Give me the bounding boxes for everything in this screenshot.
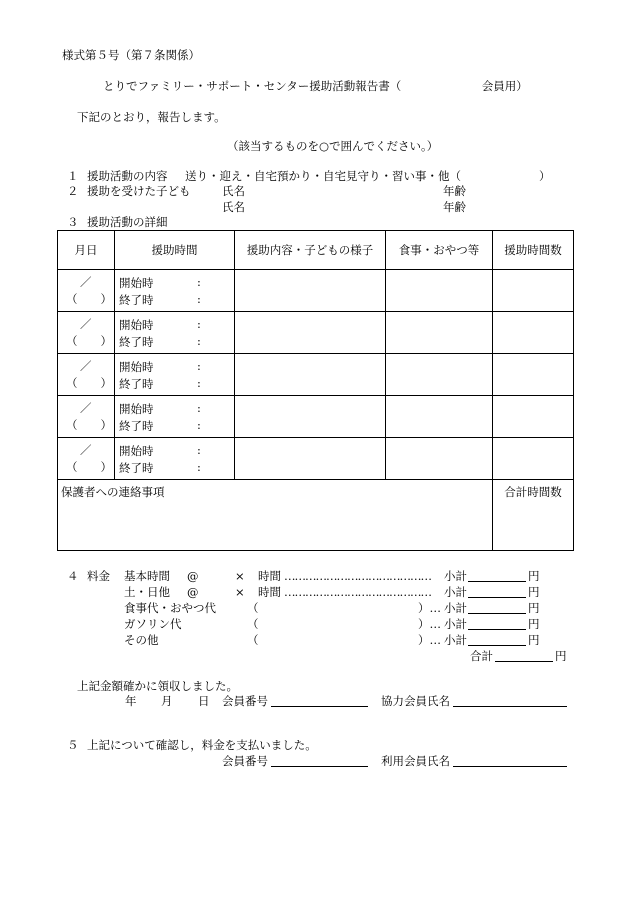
date-cell[interactable] bbox=[58, 270, 115, 312]
hours-cell[interactable] bbox=[493, 312, 574, 354]
start-time-colon: : bbox=[197, 317, 201, 331]
child2-age-label: 年齢 bbox=[443, 200, 466, 214]
start-time-label: 開始時 bbox=[119, 402, 154, 416]
date-slash: ／ bbox=[80, 359, 92, 373]
fee-other-paren-close: ）… bbox=[418, 633, 441, 647]
date-cell[interactable] bbox=[58, 312, 115, 354]
date-cell[interactable] bbox=[58, 438, 115, 480]
coop-member-name-label: 協力会員氏名 bbox=[381, 694, 450, 708]
meal-cell[interactable] bbox=[386, 438, 493, 480]
item1-label: 援助活動の内容 bbox=[87, 169, 168, 183]
meal-cell[interactable] bbox=[386, 312, 493, 354]
coop-member-name-input[interactable] bbox=[453, 694, 567, 707]
weekday-paren: （ ） bbox=[66, 418, 112, 432]
hours-cell[interactable] bbox=[493, 270, 574, 312]
fee-meal-subtotal-input[interactable] bbox=[468, 601, 526, 614]
receipt-member-no-label: 会員番号 bbox=[222, 694, 268, 708]
fee-gasoline-subtotal-label: 小計 bbox=[444, 617, 467, 631]
fee-meal-label: 食事代・おやつ代 bbox=[124, 601, 216, 615]
activity-detail-table bbox=[57, 230, 574, 551]
end-time-label: 終了時 bbox=[119, 293, 154, 307]
fee-basic-subtotal-input[interactable] bbox=[468, 569, 526, 582]
child1-age-label: 年齢 bbox=[443, 184, 466, 198]
header-meal: 食事・おやつ等 bbox=[386, 231, 493, 270]
fee-weekend-hours: 時間 bbox=[258, 585, 281, 599]
child2-name-label: 氏名 bbox=[222, 200, 245, 214]
activity-options[interactable]: 送り・迎え・自宅預かり・自宅見守り・習い事・他（ bbox=[185, 169, 461, 183]
total-hours-label: 合計時間数 bbox=[504, 485, 562, 499]
date-slash: ／ bbox=[80, 275, 92, 289]
table-row bbox=[58, 396, 574, 438]
item2-label: 援助を受けた子ども bbox=[87, 184, 191, 198]
user-member-name-input[interactable] bbox=[453, 754, 567, 767]
fee-weekend-at: @ bbox=[187, 585, 199, 599]
header-date: 月日 bbox=[58, 231, 115, 270]
total-hours-cell[interactable] bbox=[493, 480, 574, 551]
header-hours: 援助時間数 bbox=[493, 231, 574, 270]
start-time-label: 開始時 bbox=[119, 360, 154, 374]
receipt-year: 年 bbox=[125, 694, 137, 708]
fee-total-yen: 円 bbox=[555, 649, 567, 663]
weekday-paren: （ ） bbox=[66, 334, 112, 348]
end-time-colon: : bbox=[197, 334, 201, 348]
start-time-label: 開始時 bbox=[119, 318, 154, 332]
date-slash: ／ bbox=[80, 317, 92, 331]
hours-cell[interactable] bbox=[493, 438, 574, 480]
receipt-member-no-input[interactable] bbox=[271, 694, 368, 707]
fee-weekend-times: × bbox=[235, 585, 245, 599]
meal-cell[interactable] bbox=[386, 270, 493, 312]
receipt-month: 月 bbox=[161, 694, 173, 708]
child1-name-label: 氏名 bbox=[222, 184, 245, 198]
end-time-colon: : bbox=[197, 376, 201, 390]
content-cell[interactable] bbox=[235, 270, 386, 312]
fee-gasoline-label: ガソリン代 bbox=[124, 617, 182, 631]
item3-label: 援助活動の詳細 bbox=[87, 215, 168, 229]
table-row bbox=[58, 270, 574, 312]
end-time-label: 終了時 bbox=[119, 335, 154, 349]
content-cell[interactable] bbox=[235, 438, 386, 480]
guardian-notes-label: 保護者への連絡事項 bbox=[61, 485, 165, 499]
end-time-label: 終了時 bbox=[119, 461, 154, 475]
fee-basic-leader: …………………………………… bbox=[284, 569, 431, 583]
start-time-colon: : bbox=[197, 443, 201, 457]
time-cell[interactable] bbox=[115, 312, 235, 354]
end-time-label: 終了時 bbox=[119, 377, 154, 391]
weekday-paren: （ ） bbox=[66, 460, 112, 474]
fee-basic-yen: 円 bbox=[528, 569, 540, 583]
content-cell[interactable] bbox=[235, 312, 386, 354]
hours-cell[interactable] bbox=[493, 354, 574, 396]
fee-basic-at: @ bbox=[187, 569, 199, 583]
table-row bbox=[58, 354, 574, 396]
start-time-colon: : bbox=[197, 275, 201, 289]
notes-row bbox=[58, 480, 574, 551]
fee-weekend-subtotal-label: 小計 bbox=[444, 585, 467, 599]
fee-other-paren-open: （ bbox=[247, 633, 259, 647]
payment-member-no-input[interactable] bbox=[271, 754, 368, 767]
weekday-paren: （ ） bbox=[66, 292, 112, 306]
guardian-notes-cell[interactable] bbox=[58, 480, 493, 551]
fee-weekend-subtotal-input[interactable] bbox=[468, 585, 526, 598]
item5-number: ５ bbox=[67, 738, 79, 752]
intro-text: 下記のとおり，報告します。 bbox=[77, 110, 226, 124]
item3-number: ３ bbox=[67, 215, 79, 229]
fee-basic-times: × bbox=[235, 569, 245, 583]
fee-basic-label: 基本時間 bbox=[124, 569, 170, 583]
date-cell[interactable] bbox=[58, 396, 115, 438]
activity-other-close: ） bbox=[539, 169, 551, 183]
form-number: 様式第５号（第７条関係） bbox=[62, 48, 200, 62]
fee-total-label: 合計 bbox=[470, 649, 493, 663]
time-cell[interactable] bbox=[115, 396, 235, 438]
end-time-colon: : bbox=[197, 460, 201, 474]
item5-text: 上記について確認し，料金を支払いました。 bbox=[87, 738, 317, 752]
table-row bbox=[58, 312, 574, 354]
content-cell[interactable] bbox=[235, 396, 386, 438]
start-time-colon: : bbox=[197, 359, 201, 373]
end-time-colon: : bbox=[197, 418, 201, 432]
fee-basic-hours: 時間 bbox=[258, 569, 281, 583]
form-title: とりでファミリー・サポート・センター援助活動報告書（ 会員用） bbox=[103, 79, 528, 93]
item4-number: ４ bbox=[67, 569, 79, 583]
fee-weekend-leader: …………………………………… bbox=[284, 585, 431, 599]
meal-cell[interactable] bbox=[386, 396, 493, 438]
fee-total-input[interactable] bbox=[495, 649, 553, 662]
fee-meal-yen: 円 bbox=[528, 601, 540, 615]
end-time-colon: : bbox=[197, 292, 201, 306]
receipt-text: 上記金額確かに領収しました。 bbox=[77, 679, 238, 693]
fee-gasoline-yen: 円 bbox=[528, 617, 540, 631]
date-slash: ／ bbox=[80, 443, 92, 457]
fee-gasoline-paren-open: （ bbox=[247, 617, 259, 631]
fee-meal-paren-close: ）… bbox=[418, 601, 441, 615]
payment-member-no-label: 会員番号 bbox=[222, 754, 268, 768]
time-cell[interactable] bbox=[115, 438, 235, 480]
time-cell[interactable] bbox=[115, 270, 235, 312]
content-cell[interactable] bbox=[235, 354, 386, 396]
receipt-day: 日 bbox=[198, 694, 210, 708]
header-time: 援助時間 bbox=[115, 231, 235, 270]
date-slash: ／ bbox=[80, 401, 92, 415]
user-member-name-label: 利用会員氏名 bbox=[381, 754, 450, 768]
table-header-row bbox=[58, 231, 574, 270]
hours-cell[interactable] bbox=[493, 396, 574, 438]
fee-weekend-label: 土・日他 bbox=[124, 585, 170, 599]
item4-label: 料金 bbox=[87, 569, 110, 583]
item2-number: ２ bbox=[67, 184, 79, 198]
fee-other-yen: 円 bbox=[528, 633, 540, 647]
fee-other-subtotal-input[interactable] bbox=[468, 633, 526, 646]
date-cell[interactable] bbox=[58, 354, 115, 396]
meal-cell[interactable] bbox=[386, 354, 493, 396]
fee-meal-paren-open: （ bbox=[247, 601, 259, 615]
table-row bbox=[58, 438, 574, 480]
fee-meal-subtotal-label: 小計 bbox=[444, 601, 467, 615]
header-content: 援助内容・子どもの様子 bbox=[235, 231, 386, 270]
time-cell[interactable] bbox=[115, 354, 235, 396]
fee-basic-subtotal-label: 小計 bbox=[444, 569, 467, 583]
fee-weekend-yen: 円 bbox=[528, 585, 540, 599]
fee-gasoline-subtotal-input[interactable] bbox=[468, 617, 526, 630]
instruction-text: （該当するものを○で囲んでください。） bbox=[227, 139, 439, 153]
fee-gasoline-paren-close: ）… bbox=[418, 617, 441, 631]
fee-other-label: その他 bbox=[124, 633, 159, 647]
weekday-paren: （ ） bbox=[66, 376, 112, 390]
fee-other-subtotal-label: 小計 bbox=[444, 633, 467, 647]
start-time-label: 開始時 bbox=[119, 276, 154, 290]
start-time-label: 開始時 bbox=[119, 444, 154, 458]
start-time-colon: : bbox=[197, 401, 201, 415]
end-time-label: 終了時 bbox=[119, 419, 154, 433]
item1-number: １ bbox=[67, 169, 79, 183]
